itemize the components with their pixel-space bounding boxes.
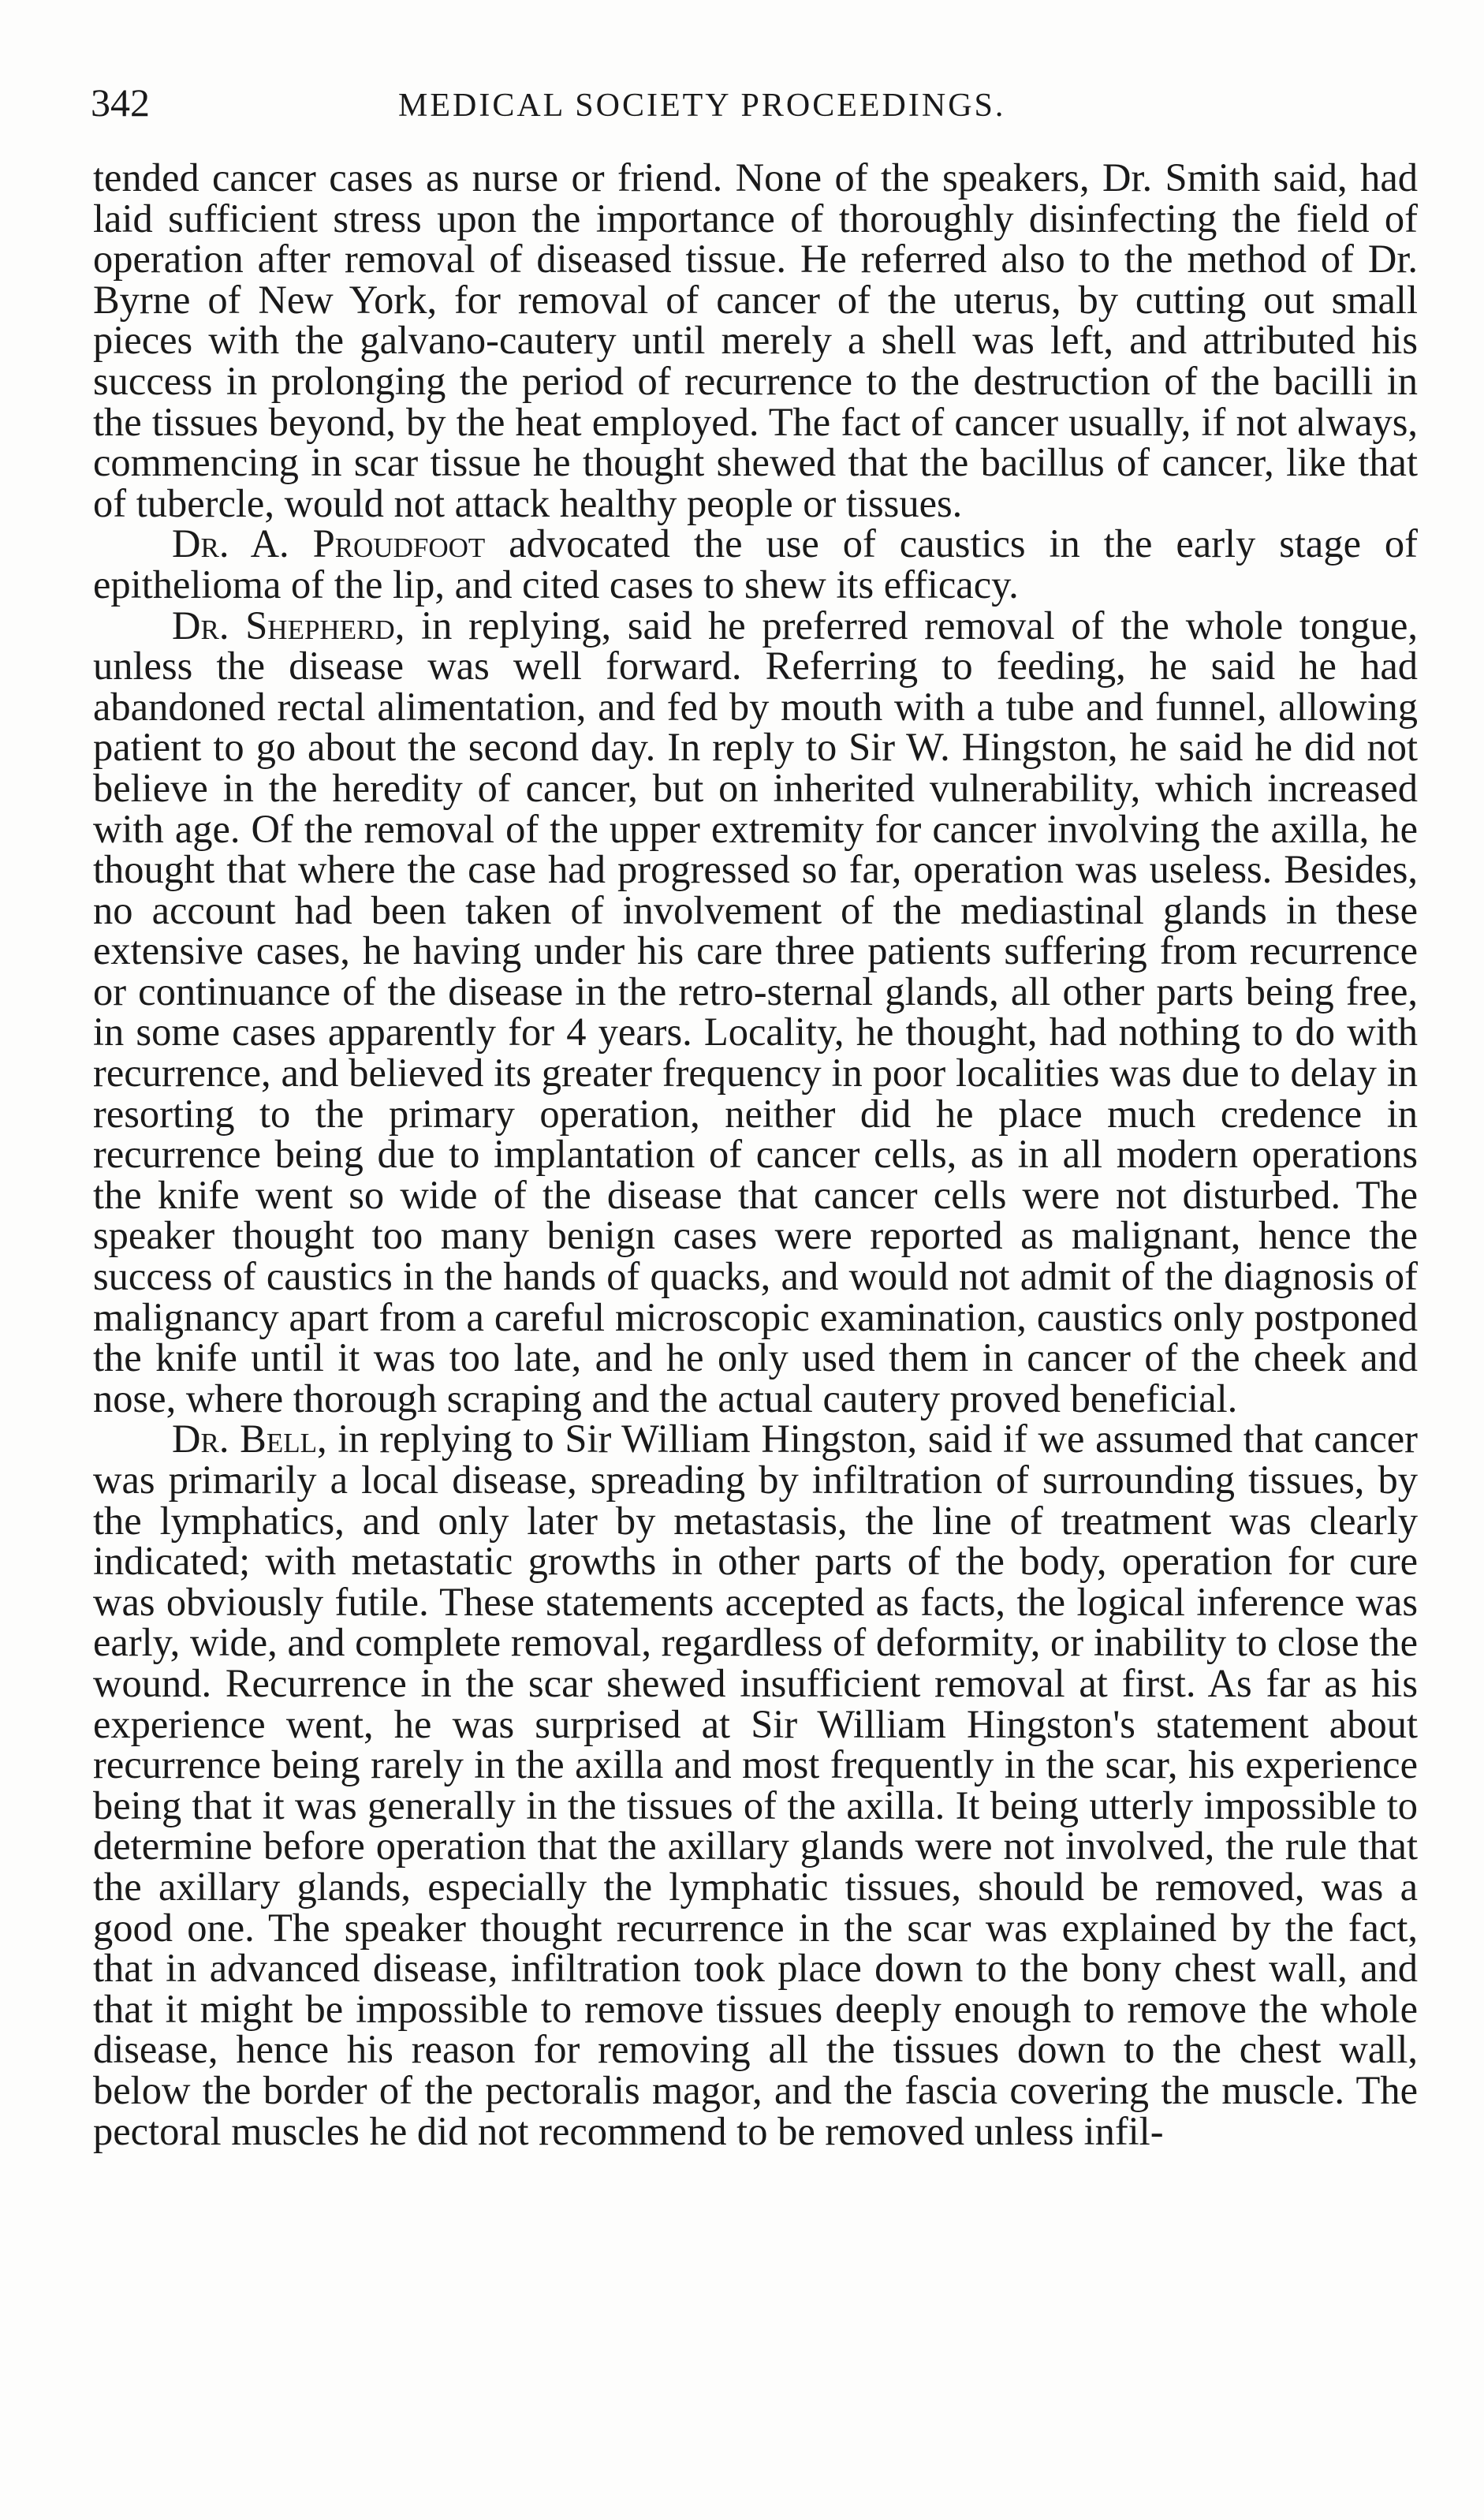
paragraph-proudfoot: [93, 521, 1418, 607]
paragraph-bell: [93, 1419, 1418, 2152]
paragraph-text: tended cancer cases as nurse or friend. None of the speakers, Dr. Smith said, had laid sufficient stress upon the importance of thoroughly disinfecting the field of operation after removal of diseased tissue. He referred also to the method of Dr. Byrne of New York, for removal of cancer of the uterus, by cutting out small pieces with the galvano-cautery until merely a shell was left, and attributed his success in prolonging the period of recurrence to the destruction of the bacilli in the tissues beyond, by the heat employed. The fact of cancer usually, if not always, commencing in scar tissue he thought shewed that the bacillus of cancer, like that of tubercle, would not attack healthy people or tissues.: [93, 155, 1418, 525]
paragraph-continuation: [93, 155, 1418, 525]
paragraph-text: in replying, said he preferred removal of the whole tongue, unless the disease was well forward. Referring to feeding, he said he had abandoned rectal alimentation, and fed by mouth with a tube and funnel, allowing patient to go about the second day. In reply to Sir W. Hingston, he said he did not believe in the heredity of cancer, but on inherited vulnerability, which increased with age. Of the removal of the upper extremity for cancer involving the axilla, he thought that where the case had progressed so far, operation was useless. Besides, no account had been taken of involvement of the mediastinal glands in these extensive cases, he having under his care three patients suffering from recurrence or continuance of the disease in the retro-sternal glands, all other parts being free, in some cases apparently for 4 years. Locality, he thought, had nothing to do with recurrence, and believed its greater frequency in poor localities was due to delay in resorting to the primary operation, neither did he place much credence in recurrence being due to implantation of cancer cells, as in all modern operations the knife went so wide of the disease that cancer cells were not disturbed. The speaker thought too many benign cases were reported as malignant, hence the success of caustics in the hands of quacks, and would not admit of the diagnosis of malignancy apart from a careful microscopic examination, caustics only postponed the knife until it was too late, and he only used them in cancer of the cheek and nose, where thorough scraping and the actual cautery proved beneficial.: [93, 603, 1418, 1421]
page-number: 342: [91, 80, 150, 125]
paragraph-text: in replying to Sir William Hingston, said if we assumed that cancer was primarily a local disease, spreading by infiltration of surrounding tissues, by the lymphatics, and only later by metastasis, the line of treatment was clearly indicated; with metastatic growths in other parts of the body, operation for cure was obviously futile. These statements accepted as facts, the logical inference was early, wide, and complete removal, regardless of deformity, or inability to close the wound. Recurrence in the scar shewed insufficient removal at first. As far as his experience went, he was surprised at Sir William Hingston's statement about recurrence being rarely in the axilla and most frequently in the scar, his experience being that it was generally in the tissues of the axilla. It being utterly impossible to determine before operation that the axillary glands were not involved, the rule that the axillary glands, especially the lymphatic tissues, should be removed, was a good one. The speaker thought recurrence in the scar was explained by the fact, that in advanced disease, infiltration took place down to the bony chest wall, and that it might be impossible to remove tissues deeply enough to remove the whole disease, hence his reason for removing all the tissues down to the chest wall, below the border of the pectoralis magor, and the fascia covering the muscle. The pectoral muscles he did not recommend to be removed unless infil-: [93, 1417, 1418, 2153]
paragraph-shepherd: [93, 603, 1418, 1421]
running-head: [91, 79, 1392, 134]
article-body: [93, 155, 1418, 2153]
speaker-name: Dr. Bell,: [172, 1417, 327, 1462]
running-title: MEDICAL SOCIETY PROCEEDINGS.: [398, 88, 1006, 124]
paragraph-text: advocated the use of caustics in the early stage of epithelioma of the lip, and cited cases to shew its efficacy.: [93, 521, 1418, 607]
speaker-name: Dr. A. Proudfoot: [172, 521, 486, 566]
speaker-name: Dr. Shepherd,: [172, 603, 405, 648]
